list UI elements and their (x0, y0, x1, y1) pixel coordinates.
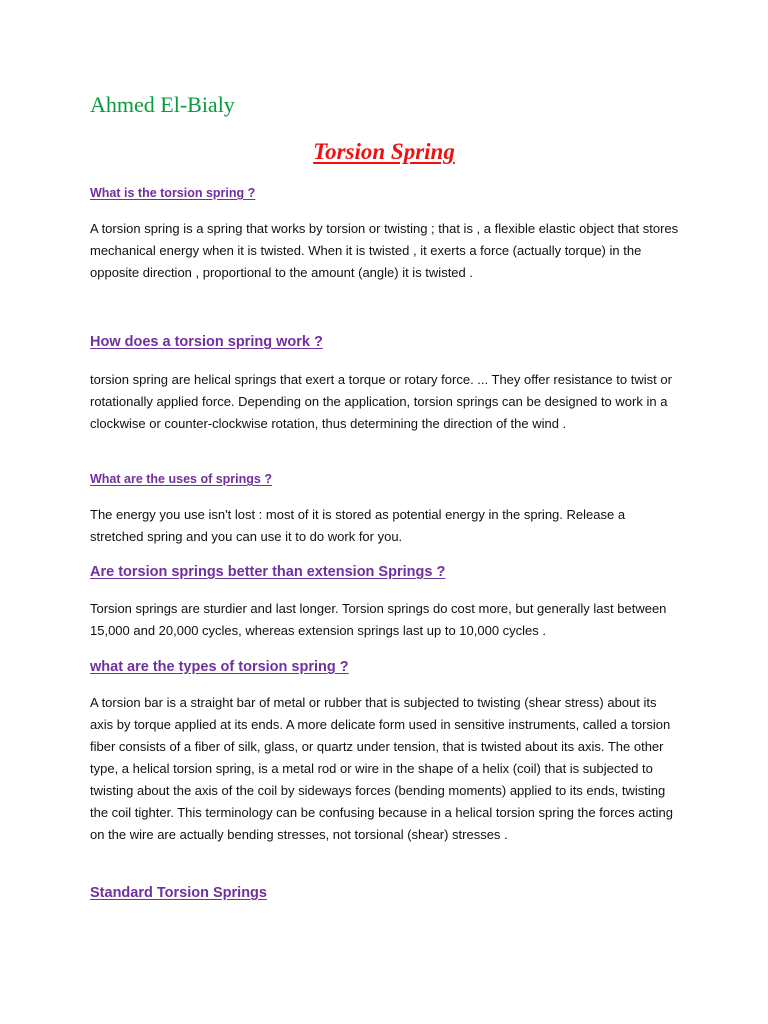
section-body-uses: The energy you use isn't lost : most of it is stored as potential energy in the spring. Release a stretched spring and you can use it to do work for you. (90, 507, 626, 544)
section-body-how-works: torsion spring are helical springs that exert a torque or rotary force. ... They offer resistance to twist or rotationally applied force. Depending on the application, torsion springs can be designed to work in a clockwise or counter-clockwise rotation, thus determining the direction of the wind . (90, 372, 672, 431)
section-heading-standard: Standard Torsion Springs (90, 885, 267, 901)
section-heading-types: what are the types of torsion spring ? (90, 659, 349, 675)
section-heading-how-works: How does a torsion spring work ? (90, 334, 323, 350)
document-title-text: Torsion Spring (313, 139, 455, 164)
section-heading-comparison: Are torsion springs better than extension Springs ? (90, 564, 446, 580)
author-name: Ahmed El-Bialy (90, 92, 235, 117)
section-body-comparison: Torsion springs are sturdier and last longer. Torsion springs do cost more, but generally last between 15,000 and 20,000 cycles, whereas extension springs last up to 10,000 cycles . (90, 601, 667, 638)
document-title (0, 139, 768, 165)
section-heading-uses: What are the uses of springs ? (90, 472, 272, 486)
section-body-what-is: A torsion spring is a spring that works by torsion or twisting ; that is , a flexible elastic object that stores mechanical energy when it is twisted. When it is twisted , it exerts a force (actually torque) in the opposite direction , proportional to the amount (angle) it is twisted . (90, 221, 679, 280)
section-heading-what-is: What is the torsion spring ? (90, 186, 256, 200)
section-body-types: A torsion bar is a straight bar of metal or rubber that is subjected to twisting (shear stress) about its axis by torque applied at its ends. A more delicate form used in sensitive instruments, called a torsion fiber consists of a fiber of silk, glass, or quartz under tension, that is twisted about its axis. The other type, a helical torsion spring, is a metal rod or wire in the shape of a helix (coil) that is subjected to twisting about the axis of the coil by sideways forces (bending moments) applied to its ends, twisting the coil tighter. This terminology can be confusing because in a helical torsion spring the forces acting on the wire are actually bending stresses, not torsional (shear) stresses . (90, 695, 673, 842)
